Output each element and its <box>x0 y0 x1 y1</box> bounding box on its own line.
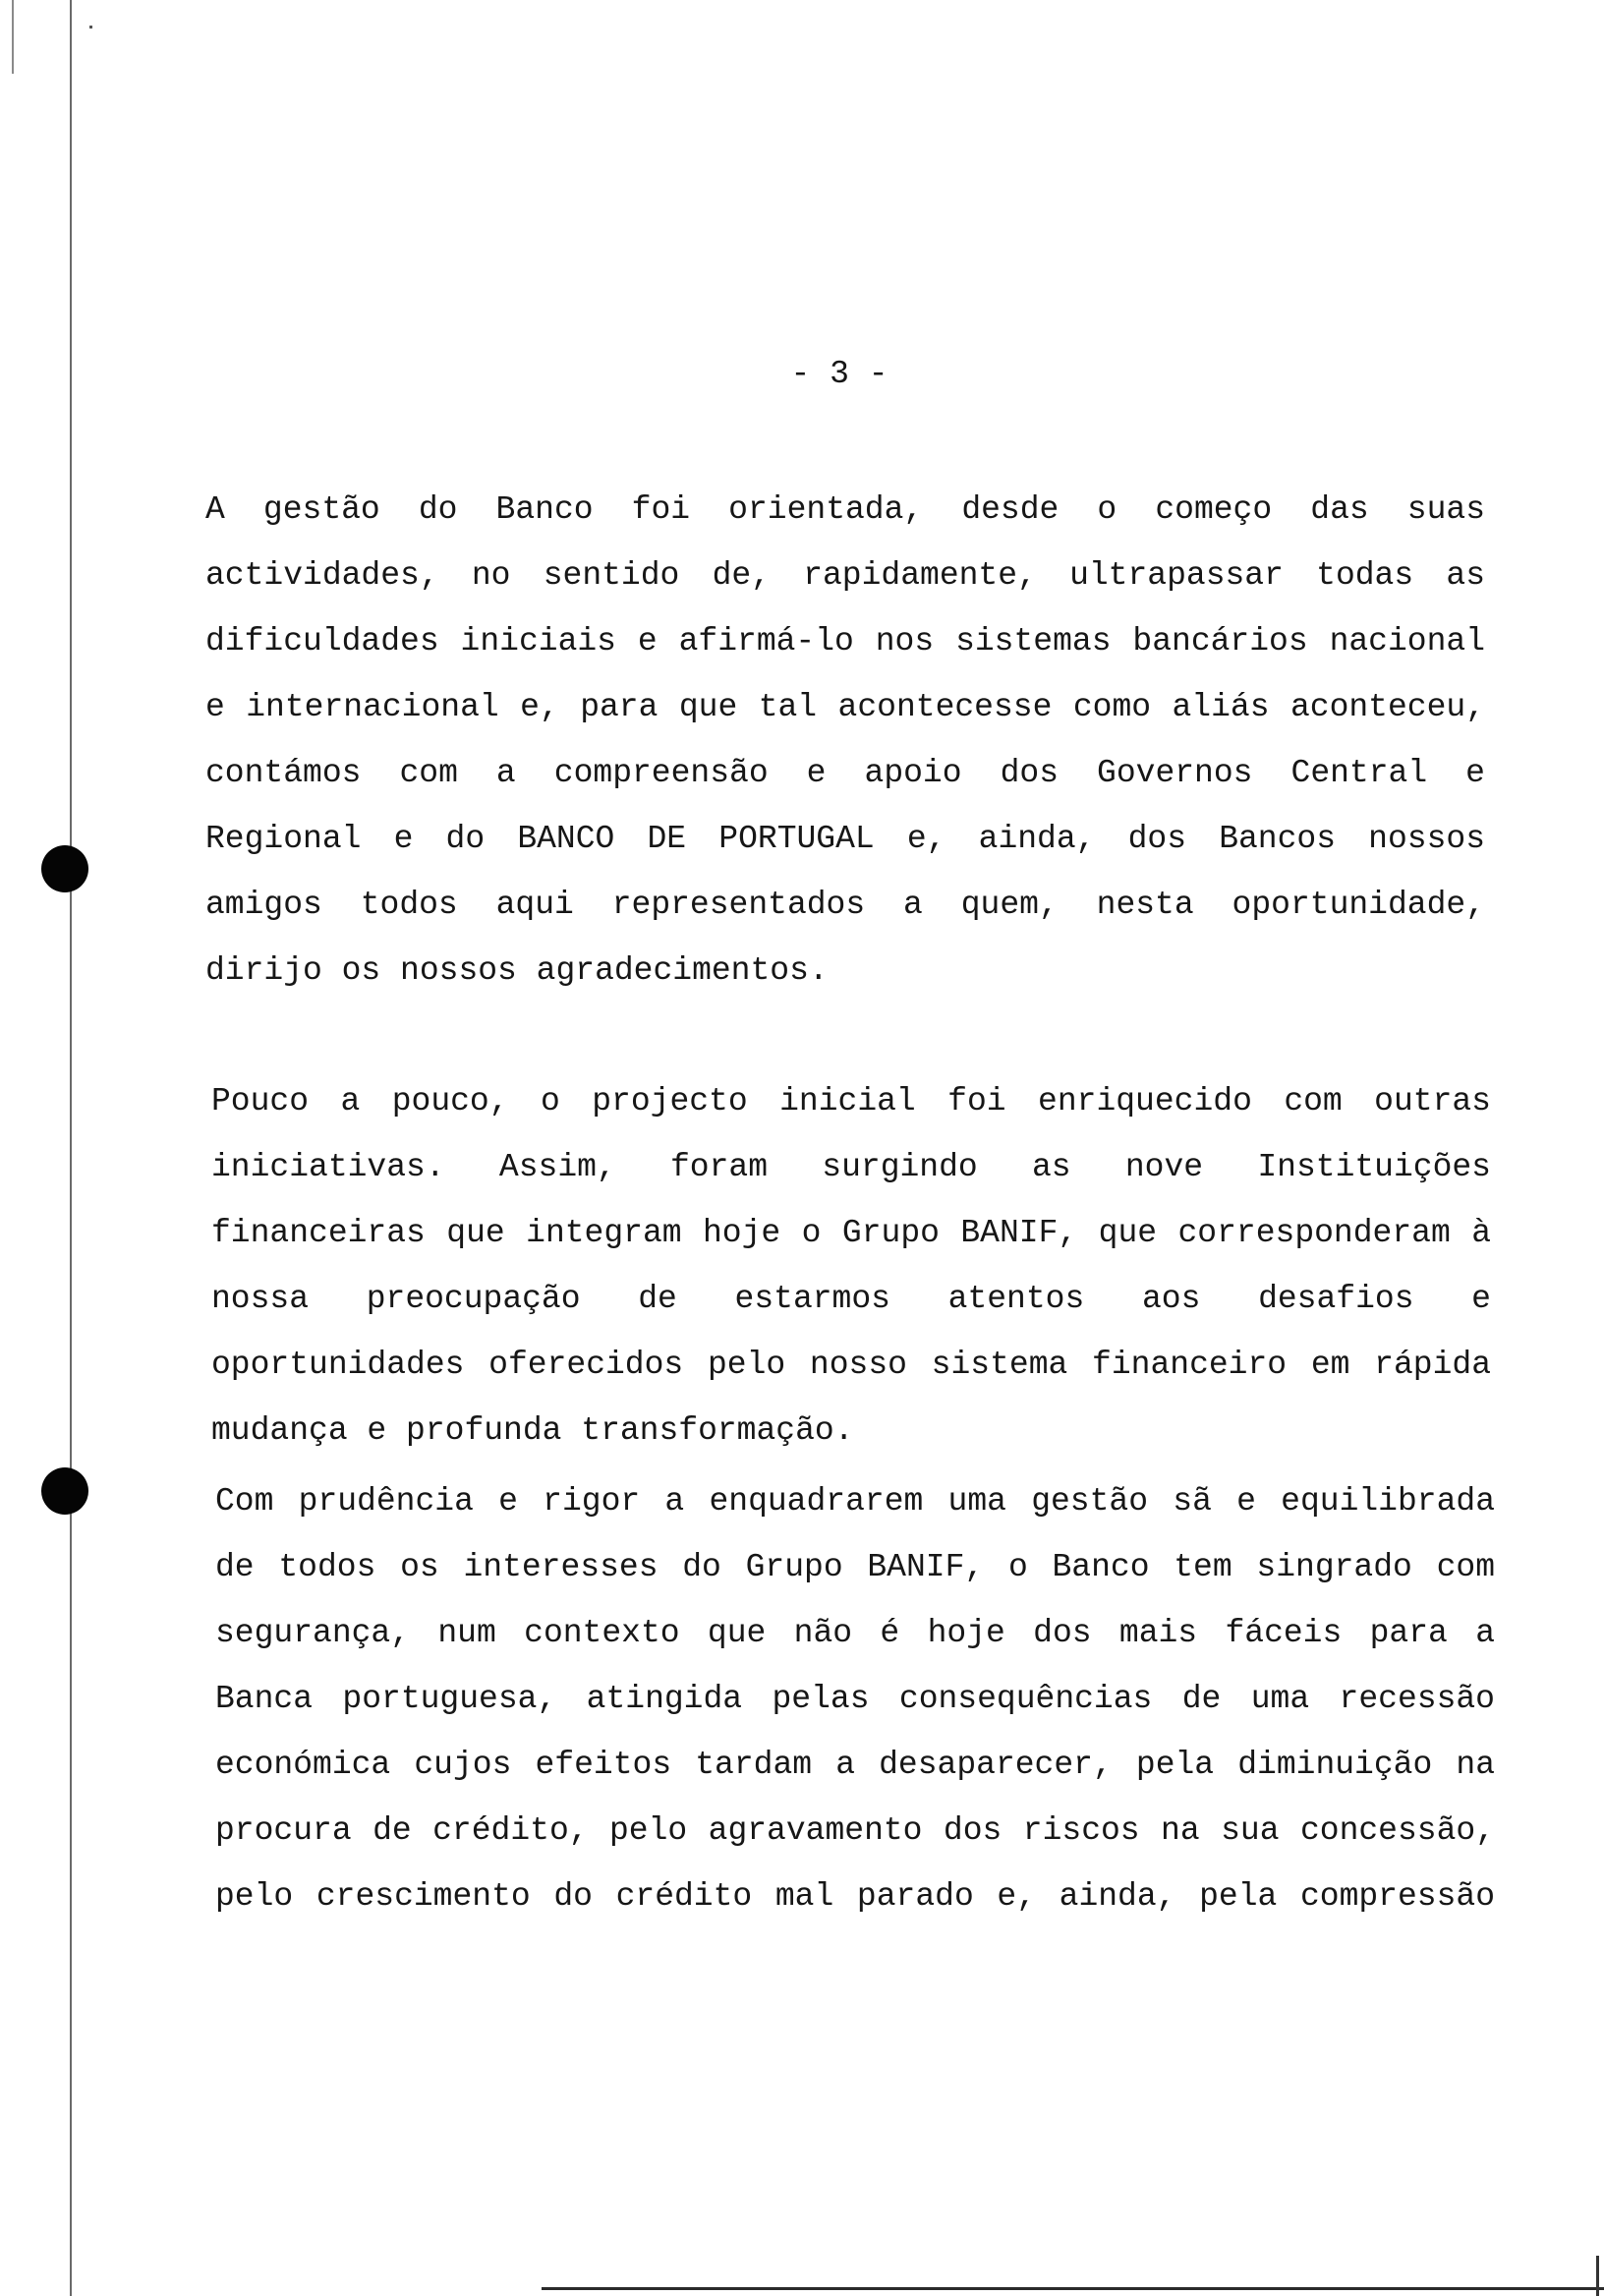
text-line: e internacional e, para que tal acontecesse como aliás aconteceu, <box>205 689 1485 725</box>
punch-hole <box>41 1467 88 1515</box>
text-line: A gestão do Banco foi orientada, desde o começo das suas <box>205 491 1485 528</box>
text-line: Banca portuguesa, atingida pelas consequências de uma recessão <box>215 1681 1495 1717</box>
text-line: Pouco a pouco, o projecto inicial foi enriquecido com outras <box>211 1083 1491 1119</box>
text-line: dirijo os nossos agradecimentos. <box>205 952 829 989</box>
scan-edge-mark <box>12 0 14 74</box>
text-line: financeiras que integram hoje o Grupo BANIF, que corresponderam à <box>211 1215 1491 1251</box>
text-line: de todos os interesses do Grupo BANIF, o Banco tem singrado com <box>215 1549 1495 1585</box>
paragraph-1 <box>205 477 1485 1004</box>
text-line: actividades, no sentido de, rapidamente, ultrapassar todas as <box>205 557 1485 594</box>
text-line: dificuldades iniciais e afirmá-lo nos sistemas bancários nacional <box>205 623 1485 660</box>
text-line: pelo crescimento do crédito mal parado e, ainda, pela compressão <box>215 1878 1495 1915</box>
text-line: Com prudência e rigor a enquadrarem uma gestão sã e equilibrada <box>215 1483 1495 1520</box>
text-line: mudança e profunda transformação. <box>211 1412 854 1449</box>
text-line: oportunidades oferecidos pelo nosso sistema financeiro em rápida <box>211 1347 1491 1383</box>
punch-hole <box>41 845 88 892</box>
paragraph-2 <box>211 1068 1491 1464</box>
text-line: económica cujos efeitos tardam a desaparecer, pela diminuição na <box>215 1747 1495 1783</box>
scan-speck <box>89 26 92 29</box>
text-line: Regional e do BANCO DE PORTUGAL e, ainda, dos Bancos nossos <box>205 821 1485 857</box>
paragraph-3 <box>215 1468 1495 1929</box>
text-line: iniciativas. Assim, foram surgindo as nove Instituições <box>211 1149 1491 1185</box>
text-line: amigos todos aqui representados a quem, nesta oportunidade, <box>205 887 1485 923</box>
scan-left-edge-line <box>70 0 72 2296</box>
text-line: nossa preocupação de estarmos atentos aos desafios e <box>211 1281 1491 1317</box>
scan-bottom-edge-line <box>542 2287 1604 2290</box>
text-line: segurança, num contexto que não é hoje dos mais fáceis para a <box>215 1615 1495 1651</box>
text-line: procura de crédito, pelo agravamento dos riscos na sua concessão, <box>215 1812 1495 1849</box>
scan-edge-mark <box>1596 2256 1599 2296</box>
text-line: contámos com a compreensão e apoio dos Governos Central e <box>205 755 1485 791</box>
page-number: - 3 - <box>790 356 888 392</box>
